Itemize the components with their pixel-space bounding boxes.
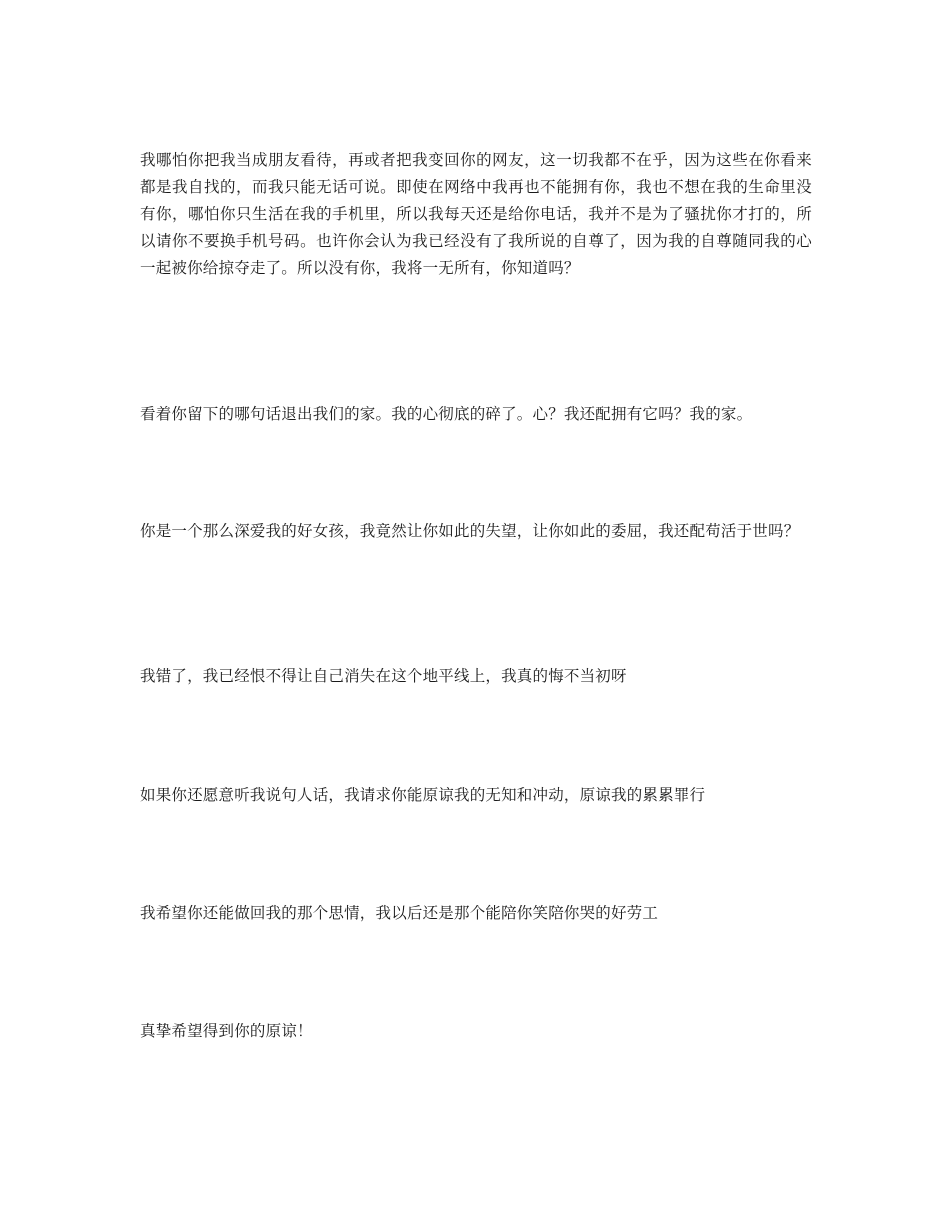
paragraph-4: 我错了，我已经恨不得让自己消失在这个地平线上，我真的悔不当初呀 bbox=[140, 667, 627, 685]
paragraph-5: 如果你还愿意听我说句人话，我请求你能原谅我的无知和冲动，原谅我的累累罪行 bbox=[140, 786, 706, 804]
paragraph-3: 你是一个那么深爱我的好女孩，我竟然让你如此的失望，让你如此的委屈，我还配苟活于世吗？ bbox=[140, 522, 800, 540]
paragraph-2: 看着你留下的哪句话退出我们的家。我的心彻底的碎了。心？我还配拥有它吗？我的家。 bbox=[140, 405, 753, 423]
paragraph-1: 我哪怕你把我当成朋友看待，再或者把我变回你的网友，这一切我都不在乎，因为这些在你看来都是我自找的，而我只能无话可说。即使在网络中我再也不能拥有你，我也不想在我的生命里没有你，哪怕你只生活在我的手机里，所以我每天还是给你电话，我并不是为了骚扰你才打的，所以请你不要换手机号码。也许你会认为我已经没有了我所说的自尊了，因为我的自尊随同我的心一起被你给掠夺走了。所以没有你，我将一无所有，你知道吗？ bbox=[140, 151, 812, 277]
paragraph-6: 我希望你还能做回我的那个思情，我以后还是那个能陪你笑陪你哭的好劳工 bbox=[140, 904, 659, 922]
paragraph-7: 真挚希望得到你的原谅！ bbox=[140, 1022, 313, 1040]
